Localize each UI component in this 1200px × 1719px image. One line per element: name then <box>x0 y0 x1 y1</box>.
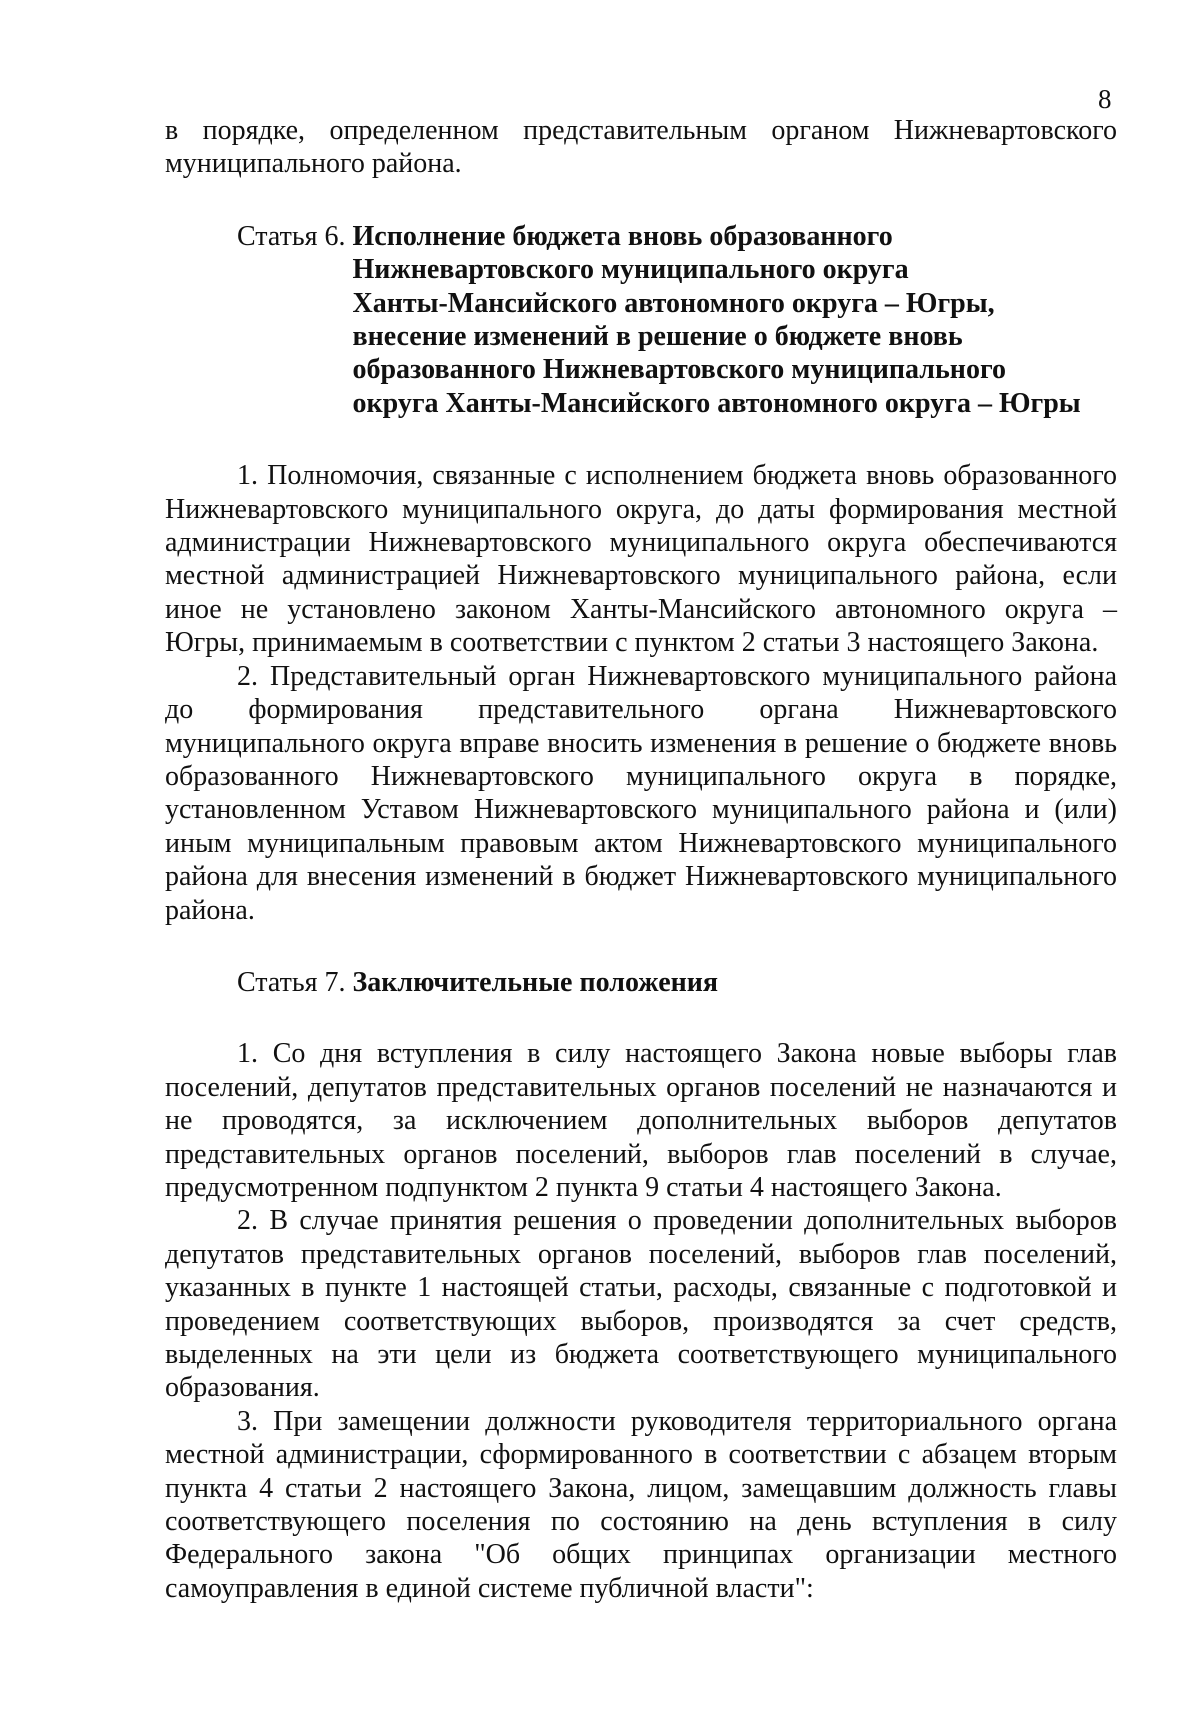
article-7-paragraph-1: 1. Со дня вступления в силу настоящего Закона новые выборы глав поселений, депутатов представительных органов поселений не назначаются и не проводятся, за исключением дополнительных выборов депутатов представительных органов поселений, выборов глав поселений в случае, предусмотренном подпунктом 2 пункта 9 статьи 4 настоящего Закона. <box>165 1038 1117 1203</box>
article-6-label: Статья 6. <box>237 220 353 252</box>
article-6-paragraph-1: 1. Полномочия, связанные с исполнением бюджета вновь образованного Нижневартовского муниципального округа, до даты формирования местной администрации Нижневартовского муниципального округа обеспечиваются местной администрацией Нижневартовского муниципального района, если иное не установлено законом Ханты-Мансийского автономного округа – Югры, принимаемым в соответствии с пунктом 2 статьи 3 настоящего Закона. <box>165 460 1117 659</box>
article-6-heading <box>237 220 1117 420</box>
article-6-title-line: внесение изменений в решение о бюджете вновь <box>352 321 963 353</box>
article-6-title <box>352 220 1080 420</box>
page-number: 8 <box>1098 84 1112 114</box>
intro-paragraph: в порядке, определенном представительным органом Нижневартовского муниципального района. <box>165 115 1117 180</box>
article-6-title-line: Ханты-Мансийского автономного округа – Югры, <box>352 287 995 319</box>
article-6-paragraph-2: 2. Представительный орган Нижневартовского муниципального района до формирования представительного органа Нижневартовского муниципального округа вправе вносить изменения в решение о бюджете вновь образованного Нижневартовского муниципального округа в порядке, установленном Уставом Нижневартовского муниципального района и (или) иным муниципальным правовым актом Нижневартовского муниципального района для внесения изменений в бюджет Нижневартовского муниципального района. <box>165 660 1117 926</box>
article-7-paragraph-3: 3. При замещении должности руководителя территориального органа местной администрации, сформированного в соответствии с абзацем вторым пункта 4 статьи 2 настоящего Закона, лицом, замещавшим должность главы соответствующего поселения по состоянию на день вступления в силу Федерального закона "Об общих принципах организации местного самоуправления в единой системе публичной власти": <box>165 1405 1117 1604</box>
article-6-title-line: образованного Нижневартовского муниципального <box>352 354 1006 386</box>
article-7-title: Заключительные положения <box>352 966 719 998</box>
article-7-heading <box>237 966 1117 999</box>
article-6-title-line: округа Ханты-Мансийского автономного округа – Югры <box>352 387 1081 419</box>
article-7-paragraph-2: 2. В случае принятия решения о проведении дополнительных выборов депутатов представительных органов поселений, выборов глав поселений, указанных в пункте 1 настоящей статьи, расходы, связанные с подготовкой и проведением соответствующих выборов, производятся за счет средств, выделенных на эти цели из бюджета соответствующего муниципального образования. <box>165 1205 1117 1404</box>
article-7-label: Статья 7. <box>237 966 353 998</box>
document-body <box>165 114 1117 1605</box>
article-6-title-line: Нижневартовского муниципального округа <box>352 254 909 286</box>
article-6-title-line: Исполнение бюджета вновь образованного <box>352 220 893 252</box>
